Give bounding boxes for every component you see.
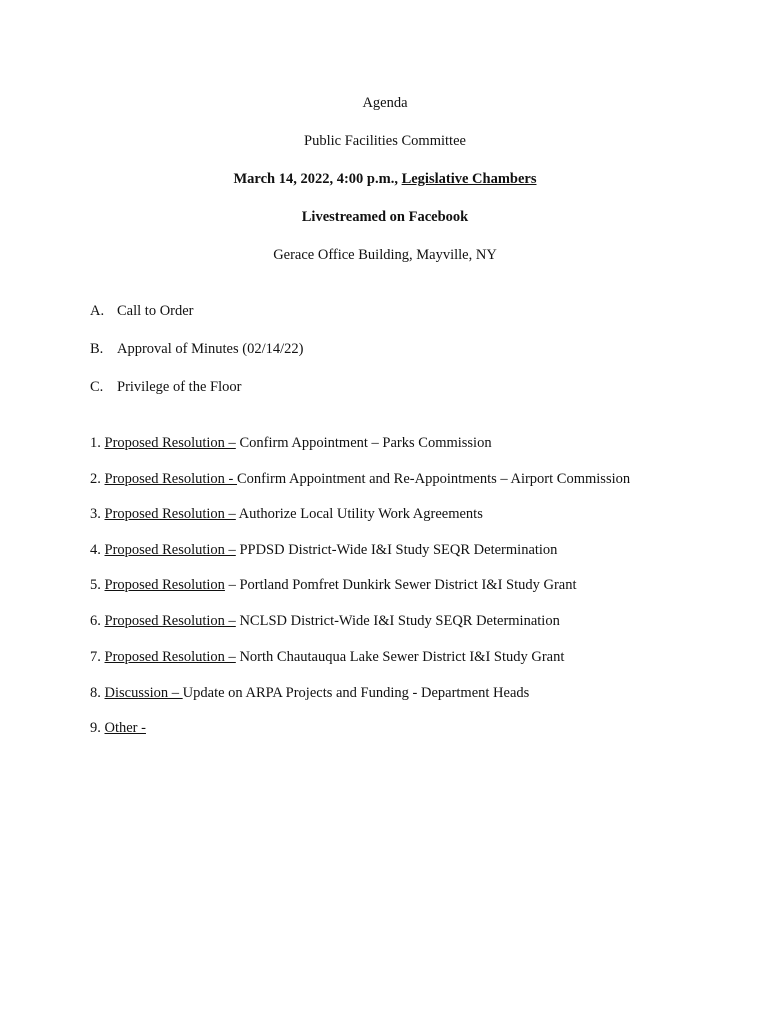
item-description: Confirm Appointment – Parks Commission — [235, 435, 492, 451]
item-type: Proposed Resolution – — [104, 435, 236, 451]
item-description: – Portland Pomfret Dunkirk Sewer District I&I Study Grant — [224, 577, 577, 593]
item-description: NCLSD District-Wide I&I Study SEQR Determination — [235, 613, 560, 629]
item-description: Confirm Appointment and Re-Appointments – Airport Commission — [237, 471, 631, 487]
item-letter: C. — [90, 379, 104, 395]
agenda-item-7 — [90, 648, 564, 666]
item-type: Proposed Resolution – — [104, 613, 236, 629]
item-description: PPDSD District-Wide I&I Study SEQR Determination — [235, 542, 558, 558]
item-description: Update on ARPA Projects and Funding - Department Heads — [182, 685, 530, 701]
item-number: 9. — [90, 720, 105, 736]
item-letter: B. — [90, 341, 104, 357]
item-number: 4. — [90, 542, 105, 558]
item-number: 8. — [90, 685, 105, 701]
item-number: 5. — [90, 577, 105, 593]
agenda-item-9 — [90, 719, 146, 737]
agenda-item-1 — [90, 434, 492, 452]
opening-item-b — [90, 340, 303, 358]
opening-item-c — [90, 378, 241, 396]
item-type: Proposed Resolution – — [104, 649, 236, 665]
item-number: 7. — [90, 649, 105, 665]
item-type: Other - — [104, 720, 146, 736]
item-type: Proposed Resolution - — [104, 471, 238, 487]
item-text: Approval of Minutes (02/14/22) — [117, 341, 304, 357]
item-number: 6. — [90, 613, 105, 629]
meeting-location: Legislative Chambers — [401, 171, 537, 187]
agenda-item-5 — [90, 576, 577, 594]
meeting-datetime: March 14, 2022, 4:00 p.m., — [233, 171, 402, 187]
agenda-item-4 — [90, 541, 557, 559]
building-address: Gerace Office Building, Mayville, NY — [273, 247, 497, 263]
item-type: Discussion – — [104, 685, 183, 701]
item-description: North Chautauqua Lake Sewer District I&I Study Grant — [235, 649, 565, 665]
agenda-item-2 — [90, 470, 630, 488]
agenda-title: Agenda — [362, 95, 408, 111]
committee-name: Public Facilities Committee — [304, 133, 466, 149]
livestream-note: Livestreamed on Facebook — [301, 209, 469, 225]
item-number: 1. — [90, 435, 105, 451]
item-type: Proposed Resolution – — [104, 542, 236, 558]
item-letter: A. — [90, 303, 105, 319]
opening-item-a — [90, 302, 194, 320]
meeting-datetime-line — [0, 170, 770, 188]
item-number: 2. — [90, 471, 105, 487]
agenda-item-6 — [90, 612, 560, 630]
agenda-item-3 — [90, 505, 483, 523]
item-type: Proposed Resolution – — [104, 506, 236, 522]
agenda-item-8 — [90, 684, 529, 702]
item-text: Call to Order — [117, 303, 194, 319]
item-text: Privilege of the Floor — [117, 379, 242, 395]
item-number: 3. — [90, 506, 105, 522]
item-description: Authorize Local Utility Work Agreements — [235, 506, 483, 522]
item-type: Proposed Resolution — [104, 577, 225, 593]
